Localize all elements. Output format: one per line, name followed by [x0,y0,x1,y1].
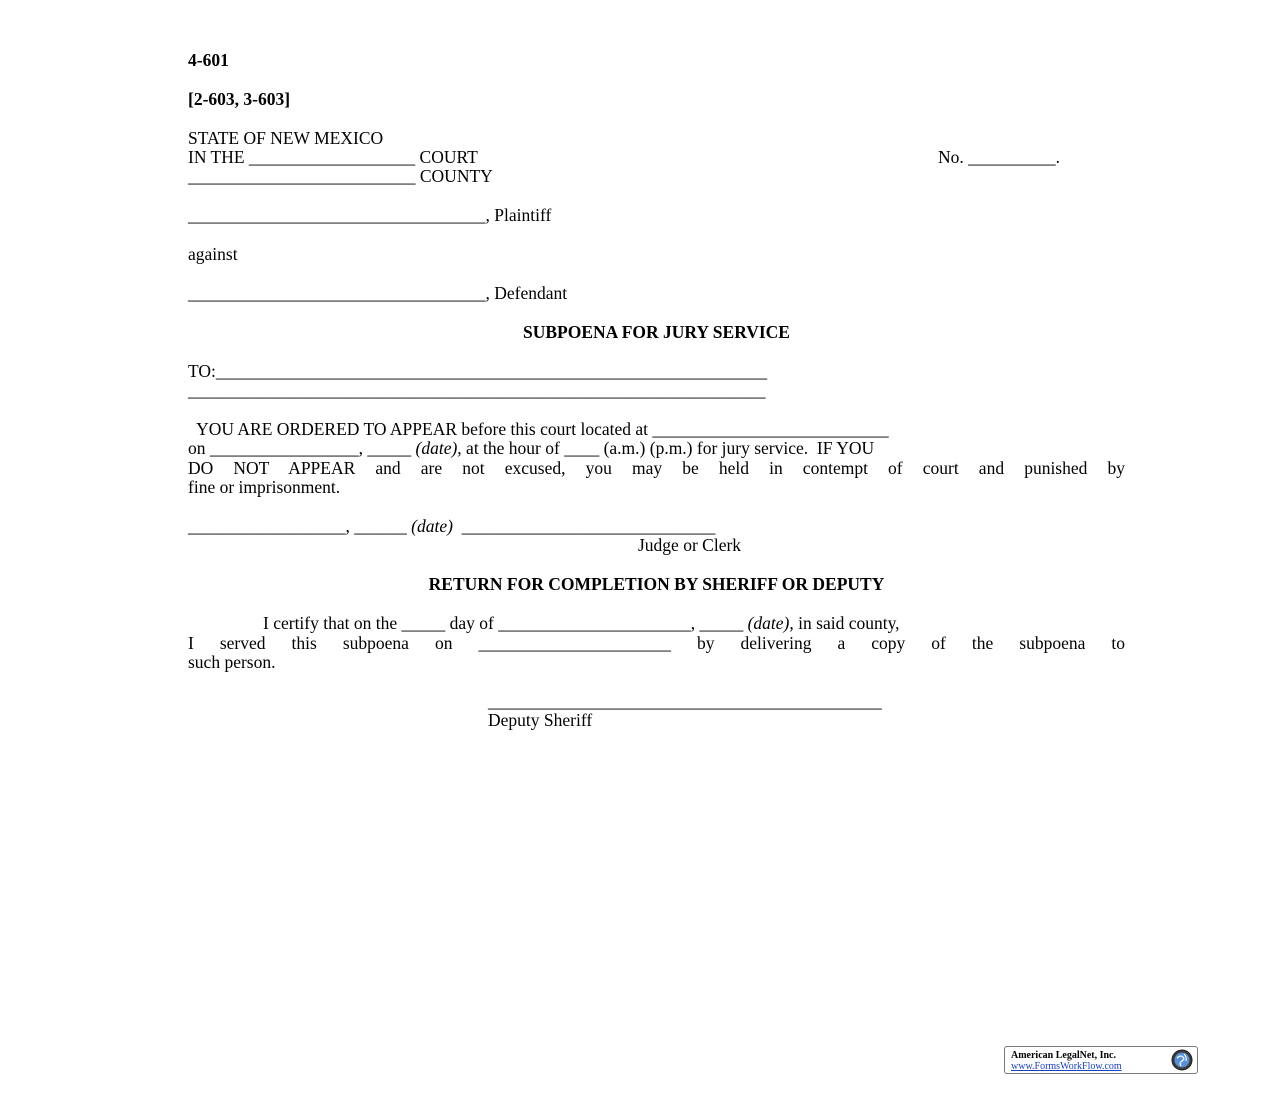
signature-date-label: (date) [411,516,453,536]
plaintiff-line: __________________________________, Plaintiff [188,205,552,225]
globe-icon [1171,1049,1193,1071]
logo-url-link[interactable]: www.FormsWorkFlow.com [1011,1061,1122,1072]
order-line-2-end: , at the hour of ____ (a.m.) (p.m.) for jury service. IF YOU [457,438,875,458]
signature-line [188,516,715,536]
signature-line-end: _____________________________ [452,516,716,536]
deputy-sheriff-label: Deputy Sheriff [488,710,593,730]
order-line-1: YOU ARE ORDERED TO APPEAR before this court located at ___________________________ [188,419,889,439]
form-number: 4-601 [188,50,229,70]
to-line-2: __________________________________________________________________ [188,380,766,400]
return-line-1-start: I certify that on the _____ day of ______________________, _____ [263,613,748,633]
deputy-signature-line: _____________________________________________ [488,691,882,711]
state-name: STATE OF NEW MEXICO [188,128,384,148]
return-title: RETURN FOR COMPLETION BY SHERIFF OR DEPUTY [428,574,885,594]
county-line: __________________________ COUNTY [188,166,493,186]
order-line-4: fine or imprisonment. [188,477,341,497]
order-date-label: (date) [415,438,458,458]
order-line-2-start: on _________________, _____ [188,438,416,458]
return-date-label: (date) [747,613,790,633]
against-label: against [188,244,238,264]
judge-clerk-label: Judge or Clerk [638,535,742,555]
related-forms: [2-603, 3-603] [188,89,291,109]
logo-company-name: American LegalNet, Inc. [1011,1050,1116,1061]
order-line-2 [188,438,874,458]
defendant-line: __________________________________, Defendant [188,283,568,303]
order-line-3: DO NOT APPEAR and are not excused, you may be held in contempt of court and punished by [188,458,1125,478]
document-title: SUBPOENA FOR JURY SERVICE [523,322,790,342]
to-line-1: TO:_______________________________________________________________ [188,361,768,381]
return-line-1 [263,613,900,633]
footer-logo[interactable] [1004,1046,1198,1074]
return-line-1-end: , in said county, [789,613,900,633]
return-line-3: such person. [188,652,276,672]
court-line: IN THE ___________________ COURT [188,147,478,167]
case-number: No. __________. [938,147,1061,167]
signature-line-start: __________________, ______ [188,516,412,536]
return-line-2: I served this subpoena on ______________________ by delivering a copy of the subpoena to [188,633,1125,653]
